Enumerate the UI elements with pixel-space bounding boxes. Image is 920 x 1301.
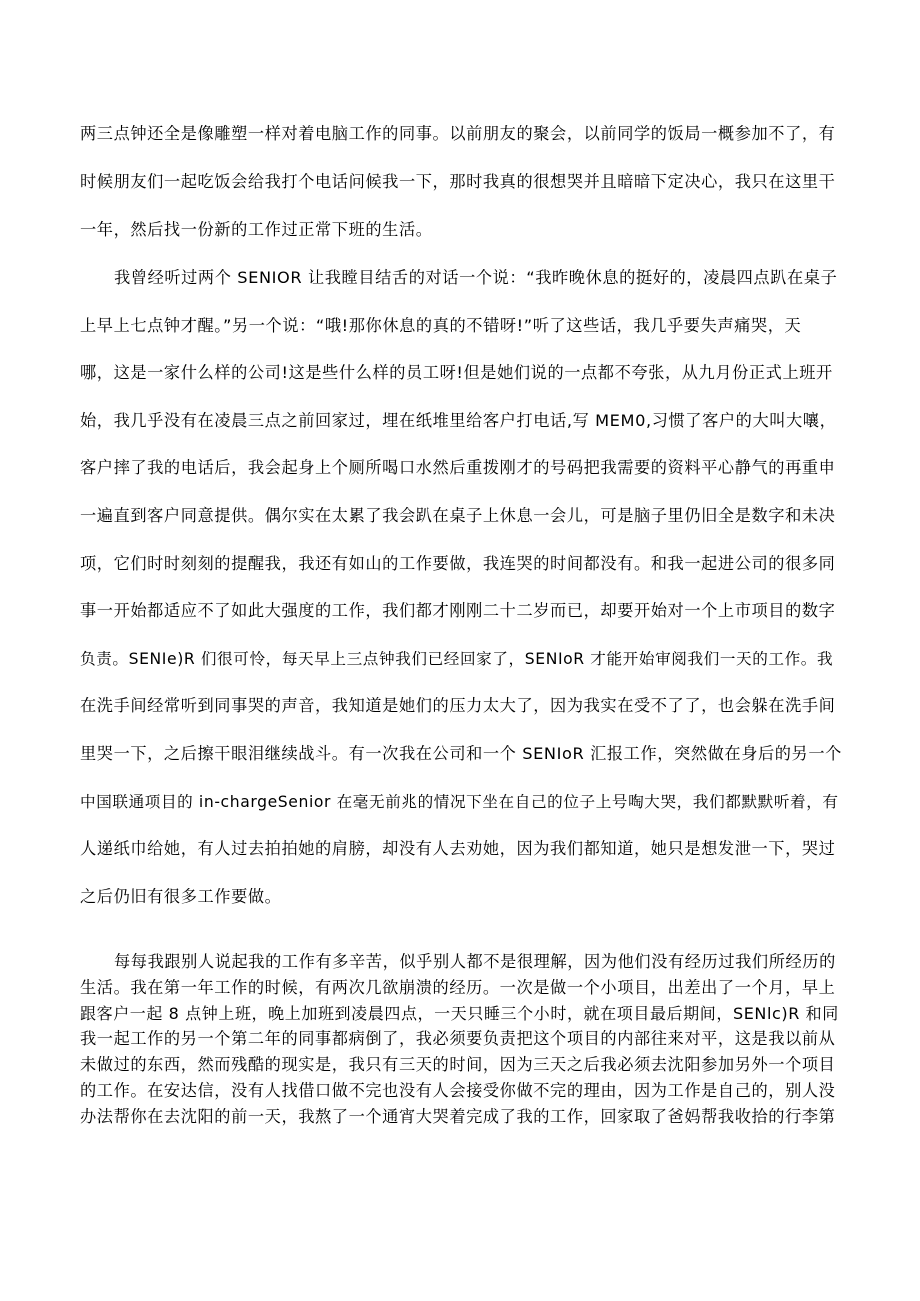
text-line: 人递纸巾给她，有人过去拍拍她的肩膀，却没有人去劝她，因为我们都知道，她只是想发泄一下，哭过 bbox=[80, 839, 836, 859]
text-line: 哪，这是一家什么样的公司!这是些什么样的员工呀!但是她们说的一点都不夸张，从九月份正式上班开 bbox=[80, 363, 833, 383]
text-line: 里哭一下，之后擦干眼泪继续战斗。有一次我在公司和一个 SENIoR 汇报工作，突然做在身后的另一个 bbox=[80, 743, 842, 763]
paragraph-3 bbox=[80, 949, 842, 1130]
text-line: 的工作。在安达信，没有人找借口做不完也没有人会接受你做不完的理由，因为工作是自己的，别人没 bbox=[80, 1080, 836, 1100]
text-line: 未做过的东西，然而残酷的现实是，我只有三天的时间，因为三天之后我必须去沈阳参加另外一个项目 bbox=[80, 1055, 836, 1075]
text-line: 事一开始都适应不了如此大强度的工作，我们都才刚刚二十二岁而已，却要开始对一个上市项目的数字 bbox=[80, 601, 836, 621]
text-line: 负责。SENIe)R 们很可怜，每天早上三点钟我们已经回家了，SENIoR 才能开始审阅我们一天的工作。我 bbox=[80, 649, 834, 668]
text-line: 客户摔了我的电话后，我会起身上个厕所喝口水然后重拨刚才的号码把我需要的资料平心静气的再重申 bbox=[80, 458, 836, 478]
text-line: 跟客户一起 8 点钟上班，晚上加班到凌晨四点，一天只睡三个小时，就在项目最后期间，SENlc)R 和同 bbox=[80, 1003, 839, 1023]
text-line: 项，它们时时刻刻的提醒我，我还有如山的工作要做，我连哭的时间都没有。和我一起进公司的很多同 bbox=[80, 553, 836, 573]
text-line: 始，我几乎没有在凌晨三点之前回家过，埋在纸堆里给客户打电话,写 MEM0,习惯了客户的大叫大嚷， bbox=[80, 410, 837, 430]
text-line: 一遍直到客户同意提供。偶尔实在太累了我会趴在桌子上休息一会儿，可是脑子里仍旧全是数字和未决 bbox=[80, 505, 836, 525]
text-line: 我一起工作的另一个第二年的同事都病倒了，我必须要负责把这个项目的内部往来对平，这是我以前从 bbox=[80, 1029, 836, 1049]
text-line: 办法帮你在去沈阳的前一天，我熬了一个通宵大哭着完成了我的工作，回家取了爸妈帮我收拾的行李第 bbox=[80, 1106, 836, 1126]
text-line: 一年，然后找一份新的工作过正常下班的生活。 bbox=[80, 220, 433, 239]
text-line: 每每我跟别人说起我的工作有多辛苦，似乎别人都不是很理解，因为他们没有经历过我们所经历的 bbox=[114, 952, 836, 971]
text-line: 两三点钟还全是像雕塑一样对着电脑工作的同事。以前朋友的聚会，以前同学的饭局一概参加不了，有 bbox=[80, 124, 836, 143]
text-line: 在洗手间经常听到同事哭的声音，我知道是她们的压力太大了，因为我实在受不了了，也会躲在洗手间 bbox=[80, 696, 836, 716]
paragraph-2 bbox=[80, 264, 842, 930]
paragraph-1 bbox=[80, 120, 842, 264]
text-line: 之后仍旧有很多工作要做。 bbox=[80, 886, 282, 906]
text-line: 上早上七点钟才醒。”另一个说：“哦!那你休息的真的不错呀!”听了这些话，我几乎要失声痛哭，天 bbox=[80, 315, 802, 335]
text-line: 中国联通项目的 in-chargeSenior 在毫无前兆的情况下坐在自己的位子上号啕大哭，我们都默默听着，有 bbox=[80, 792, 839, 811]
text-line: 我曾经听过两个 SENIOR 让我瞠目结舌的对话一个说：“我昨晚休息的挺好的，凌晨四点趴在桌子 bbox=[114, 268, 838, 287]
text-line: 生活。我在第一年工作的时候，有两次几欲崩溃的经历。一次是做一个小项目，出差出了一个月，早上 bbox=[80, 977, 836, 997]
text-line: 时候朋友们一起吃饭会给我打个电话问候我一下，那时我真的很想哭并且暗暗下定决心，我只在这里干 bbox=[80, 172, 836, 191]
